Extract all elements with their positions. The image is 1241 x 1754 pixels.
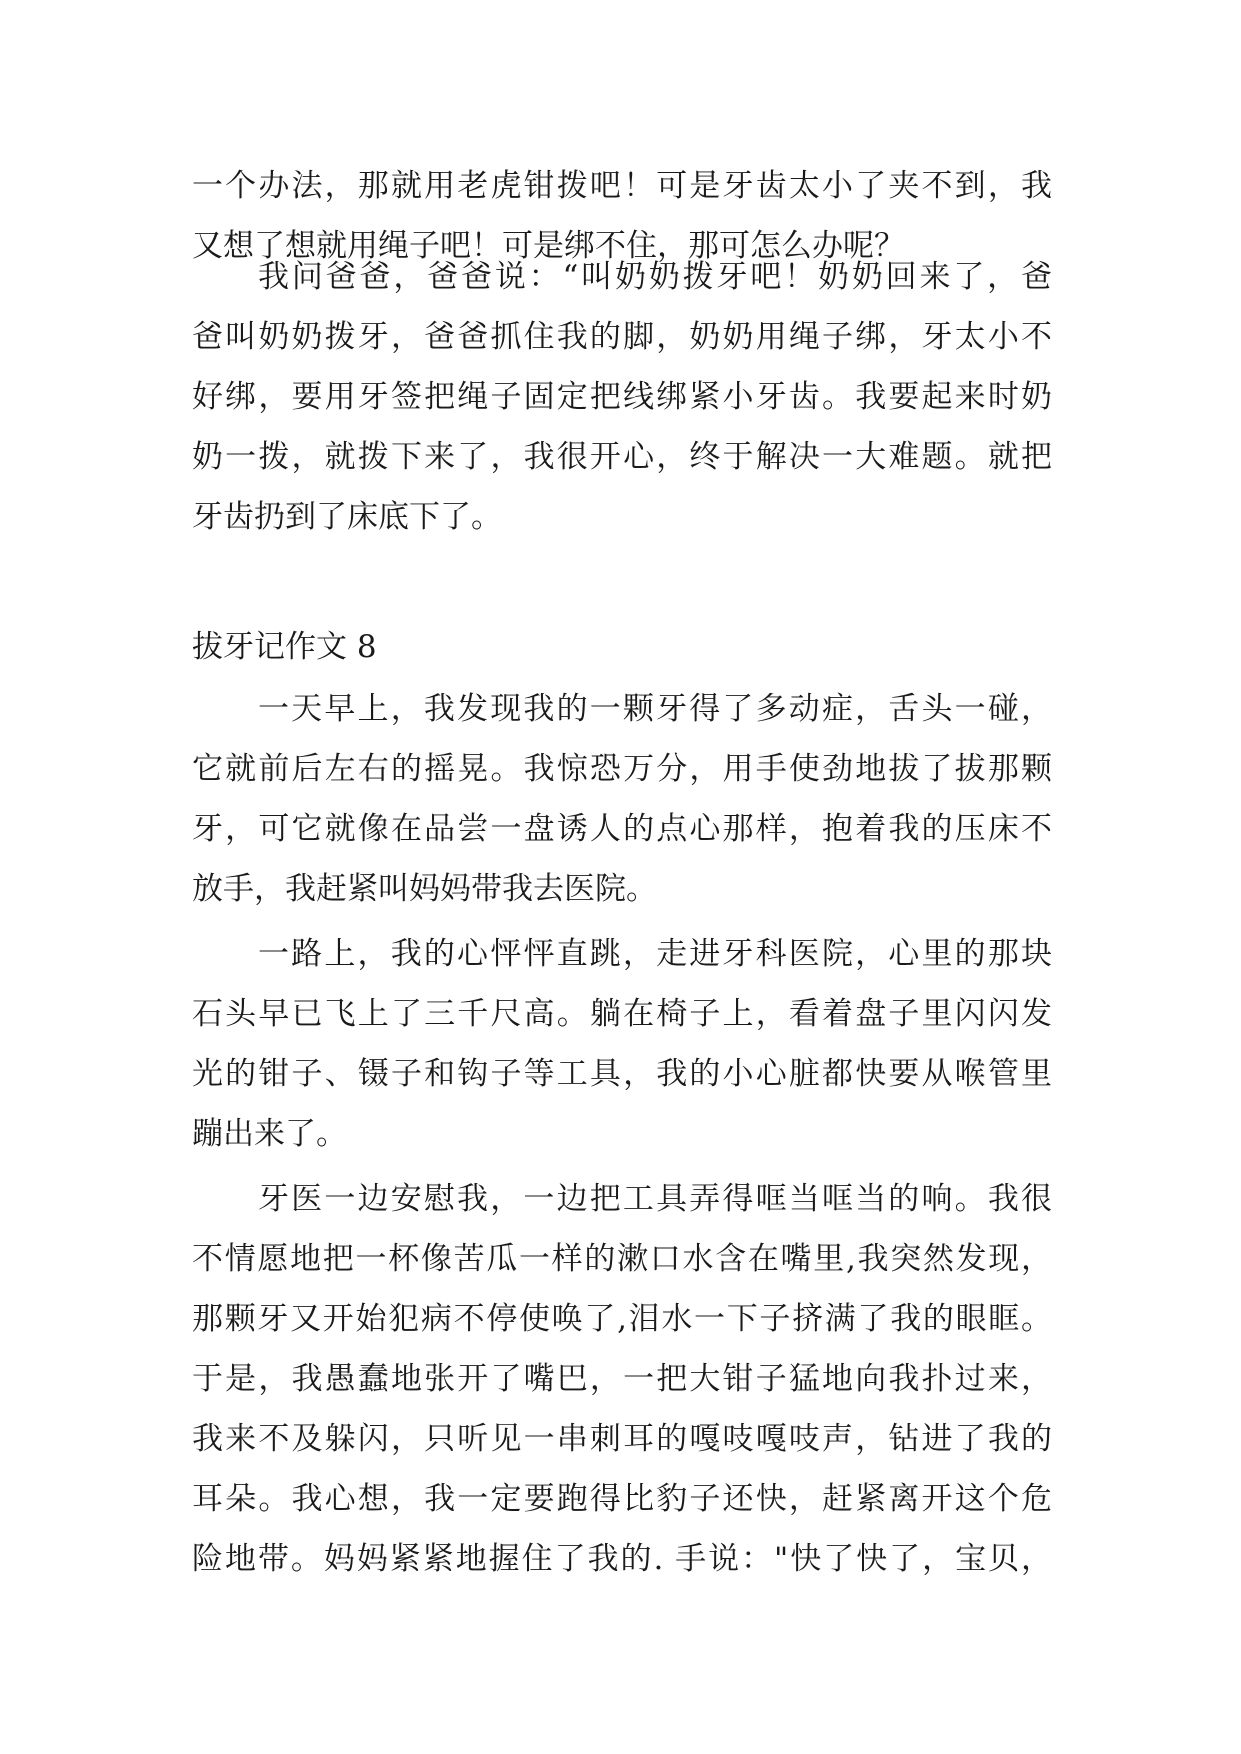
text-line: 爸叫奶奶拨牙，爸爸抓住我的脚，奶奶用绳子绑，牙太小不	[192, 319, 1052, 355]
text-line: 牙医一边安慰我，一边把工具弄得哐当哐当的响。我很	[258, 1181, 1052, 1217]
text-line: 一个办法，那就用老虎钳拨吧！可是牙齿太小了夹不到，我	[192, 168, 1052, 204]
text-line: 耳朵。我心想，我一定要跑得比豹子还快，赶紧离开这个危	[192, 1481, 1052, 1517]
paragraph-5	[192, 1169, 1052, 1589]
text-line: 那颗牙又开始犯病不停使唤了,泪水一下子挤满了我的眼眶。	[192, 1301, 1052, 1337]
text-line: 我来不及躲闪，只听见一串刺耳的嘎吱嘎吱声，钻进了我的	[192, 1421, 1052, 1457]
text-line: 光的钳子、镊子和钩子等工具，我的小心脏都快要从喉管里	[192, 1056, 1052, 1092]
text-line: 一路上，我的心怦怦直跳，走进牙科医院，心里的那块	[258, 936, 1052, 972]
text-line: 放手，我赶紧叫妈妈带我去医院。	[192, 871, 657, 907]
paragraph-3	[192, 679, 1052, 919]
text-line: 奶一拨，就拨下来了，我很开心，终于解决一大难题。就把	[192, 439, 1052, 475]
section-heading	[192, 617, 1052, 677]
text-line: 险地带。妈妈紧紧地握住了我的. 手说："快了快了，宝贝，	[192, 1541, 1052, 1577]
text-line: 牙齿扔到了床底下了。	[192, 499, 502, 535]
text-line: 我问爸爸，爸爸说：“叫奶奶拨牙吧！奶奶回来了，爸	[258, 259, 1052, 295]
text-line: 又想了想就用绳子吧！可是绑不住，那可怎么办呢？	[192, 228, 905, 264]
text-line: 于是，我愚蠢地张开了嘴巴，一把大钳子猛地向我扑过来，	[192, 1361, 1052, 1397]
text-line: 一天早上，我发现我的一颗牙得了多动症，舌头一碰，	[258, 691, 1052, 727]
paragraph-4	[192, 924, 1052, 1164]
text-line: 不情愿地把一杯像苦瓜一样的漱口水含在嘴里,我突然发现，	[192, 1241, 1052, 1277]
text-line: 石头早已飞上了三千尺高。躺在椅子上，看着盘子里闪闪发	[192, 996, 1052, 1032]
text-line: 好绑，要用牙签把绳子固定把线绑紧小牙齿。我要起来时奶	[192, 379, 1052, 415]
text-line: 牙，可它就像在品尝一盘诱人的点心那样，抱着我的压床不	[192, 811, 1052, 847]
text-line: 它就前后左右的摇晃。我惊恐万分，用手使劲地拔了拔那颗	[192, 751, 1052, 787]
section-title: 拔牙记作文 8	[192, 629, 377, 665]
text-line: 蹦出来了。	[192, 1116, 347, 1152]
paragraph-2	[192, 247, 1052, 547]
